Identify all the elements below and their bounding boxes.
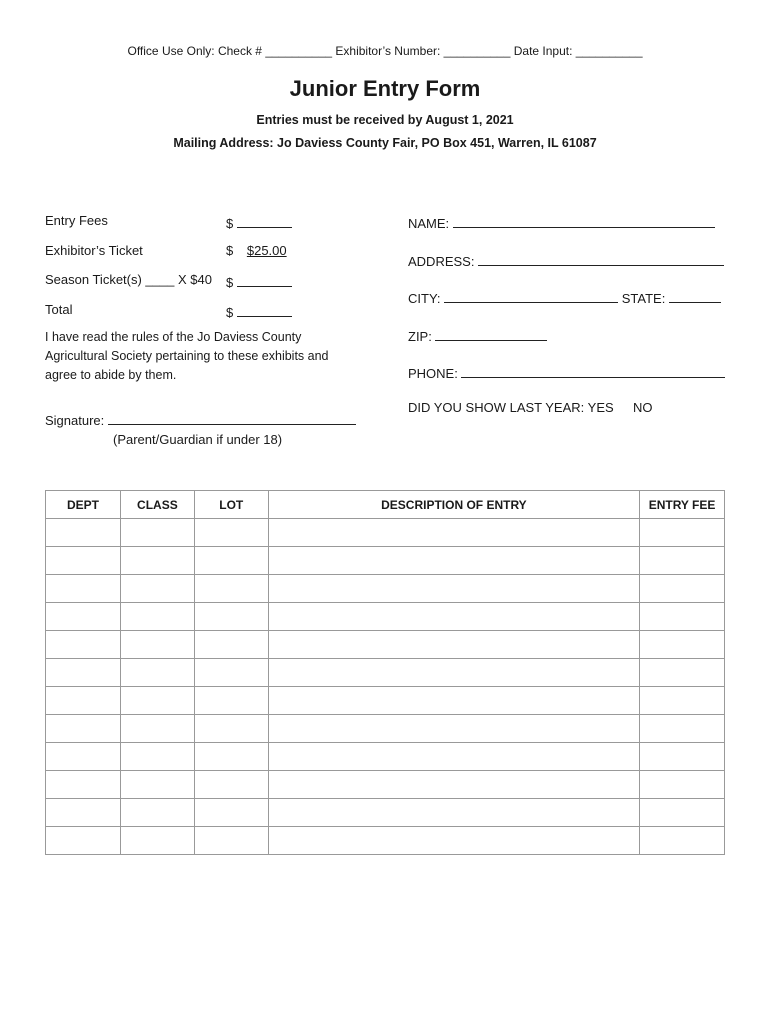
form-title: Junior Entry Form [289, 76, 481, 101]
table-cell[interactable] [640, 827, 725, 855]
city-state-field[interactable] [408, 288, 721, 306]
table-cell[interactable] [46, 631, 121, 659]
table-cell[interactable] [268, 771, 639, 799]
deadline-text: Entries must be received by August 1, 2021 [256, 113, 514, 127]
table-cell[interactable] [46, 687, 121, 715]
entries-table [45, 490, 725, 855]
table-cell[interactable] [120, 715, 194, 743]
table-cell[interactable] [46, 799, 121, 827]
show-last-year [408, 400, 652, 415]
table-cell[interactable] [640, 771, 725, 799]
signature-label: Signature: [45, 413, 105, 428]
table-row [46, 659, 725, 687]
table-cell[interactable] [120, 575, 194, 603]
city-label: CITY: [408, 291, 441, 306]
exhibitor-ticket-amount: $25.00 [246, 243, 287, 258]
total-label: Total [45, 302, 73, 317]
zip-field[interactable] [408, 326, 547, 344]
table-cell[interactable] [640, 575, 725, 603]
no-option[interactable]: NO [632, 400, 653, 415]
table-cell[interactable] [640, 799, 725, 827]
table-cell[interactable] [268, 575, 639, 603]
table-cell[interactable] [194, 603, 268, 631]
table-cell[interactable] [268, 603, 639, 631]
table-cell[interactable] [268, 659, 639, 687]
table-cell[interactable] [120, 659, 194, 687]
table-row [46, 547, 725, 575]
table-row [46, 771, 725, 799]
yes-option[interactable]: YES [587, 400, 614, 415]
show-last-year-label: DID YOU SHOW LAST YEAR: [408, 400, 585, 415]
table-cell[interactable] [194, 771, 268, 799]
col-class: CLASS [120, 491, 194, 519]
table-cell[interactable] [194, 659, 268, 687]
phone-field[interactable] [408, 363, 725, 381]
phone-blank [461, 363, 725, 378]
signature-field[interactable] [45, 410, 356, 428]
name-blank [453, 213, 715, 228]
table-cell[interactable] [268, 827, 639, 855]
address-label: ADDRESS: [408, 254, 475, 269]
table-row [46, 603, 725, 631]
table-row [46, 575, 725, 603]
table-cell[interactable] [120, 827, 194, 855]
table-cell[interactable] [640, 631, 725, 659]
season-ticket-field[interactable] [226, 272, 292, 290]
table-cell[interactable] [640, 547, 725, 575]
table-cell[interactable] [194, 827, 268, 855]
table-row [46, 687, 725, 715]
table-cell[interactable] [194, 715, 268, 743]
table-cell[interactable] [120, 771, 194, 799]
table-cell[interactable] [46, 519, 121, 547]
col-entry-fee: ENTRY FEE [640, 491, 725, 519]
entry-fees-blank [237, 213, 292, 228]
table-cell[interactable] [46, 547, 121, 575]
table-cell[interactable] [120, 547, 194, 575]
state-blank [669, 288, 721, 303]
address-blank [478, 251, 724, 266]
season-ticket-blank [237, 272, 292, 287]
table-cell[interactable] [640, 687, 725, 715]
table-body [46, 519, 725, 855]
table-cell[interactable] [268, 687, 639, 715]
table-cell[interactable] [46, 575, 121, 603]
table-cell[interactable] [268, 631, 639, 659]
entry-fees-field[interactable] [226, 213, 292, 231]
table-cell[interactable] [640, 659, 725, 687]
table-cell[interactable] [46, 771, 121, 799]
table-cell[interactable] [120, 799, 194, 827]
table-cell[interactable] [640, 715, 725, 743]
table-cell[interactable] [194, 687, 268, 715]
table-cell[interactable] [194, 799, 268, 827]
table-row [46, 631, 725, 659]
table-cell[interactable] [46, 659, 121, 687]
zip-label: ZIP: [408, 329, 432, 344]
table-row [46, 519, 725, 547]
name-field[interactable] [408, 213, 715, 231]
exhibitor-ticket-field [226, 243, 287, 258]
table-row [46, 743, 725, 771]
dollar-sign: $ [226, 216, 234, 231]
city-blank [444, 288, 618, 303]
dollar-sign: $ [226, 243, 234, 258]
table-cell[interactable] [268, 743, 639, 771]
table-cell[interactable] [268, 799, 639, 827]
col-description: DESCRIPTION OF ENTRY [268, 491, 639, 519]
table-cell[interactable] [46, 603, 121, 631]
table-cell[interactable] [268, 547, 639, 575]
table-cell[interactable] [640, 603, 725, 631]
table-cell[interactable] [268, 519, 639, 547]
col-dept: DEPT [46, 491, 121, 519]
state-label: STATE: [621, 291, 666, 306]
table-row [46, 715, 725, 743]
table-cell[interactable] [194, 743, 268, 771]
table-cell[interactable] [640, 743, 725, 771]
table-cell[interactable] [46, 743, 121, 771]
table-cell[interactable] [194, 547, 268, 575]
entry-fees-label: Entry Fees [45, 213, 108, 228]
total-blank [237, 302, 292, 317]
dollar-sign: $ [226, 305, 234, 320]
table-cell[interactable] [640, 519, 725, 547]
table-cell[interactable] [194, 631, 268, 659]
address-field[interactable] [408, 251, 724, 269]
col-lot: LOT [194, 491, 268, 519]
signature-blank [108, 410, 356, 425]
office-use-line: Office Use Only: Check # __________ Exhibitor’s Number: __________ Date Input: __________ [127, 44, 643, 58]
total-field[interactable] [226, 302, 292, 320]
name-label: NAME: [408, 216, 450, 231]
table-cell[interactable] [194, 519, 268, 547]
mailing-address: Mailing Address: Jo Daviess County Fair, PO Box 451, Warren, IL 61087 [173, 136, 597, 150]
exhibitor-ticket-label: Exhibitor’s Ticket [45, 243, 143, 258]
table-row [46, 799, 725, 827]
table-cell[interactable] [120, 743, 194, 771]
zip-blank [435, 326, 547, 341]
table-cell[interactable] [120, 687, 194, 715]
table-cell[interactable] [46, 827, 121, 855]
table-cell[interactable] [120, 603, 194, 631]
table-header-row [46, 491, 725, 519]
table-cell[interactable] [120, 519, 194, 547]
table-cell[interactable] [268, 715, 639, 743]
signature-note: (Parent/Guardian if under 18) [113, 432, 283, 447]
table-row [46, 827, 725, 855]
phone-label: PHONE: [408, 366, 458, 381]
table-cell[interactable] [194, 575, 268, 603]
dollar-sign: $ [226, 275, 234, 290]
table-cell[interactable] [120, 631, 194, 659]
table-cell[interactable] [46, 715, 121, 743]
agreement-text: I have read the rules of the Jo Daviess County Agricultural Society pertaining to these exhibits and agree to abide by them. [45, 330, 329, 382]
season-ticket-label: Season Ticket(s) ____ X $40 [45, 272, 212, 287]
